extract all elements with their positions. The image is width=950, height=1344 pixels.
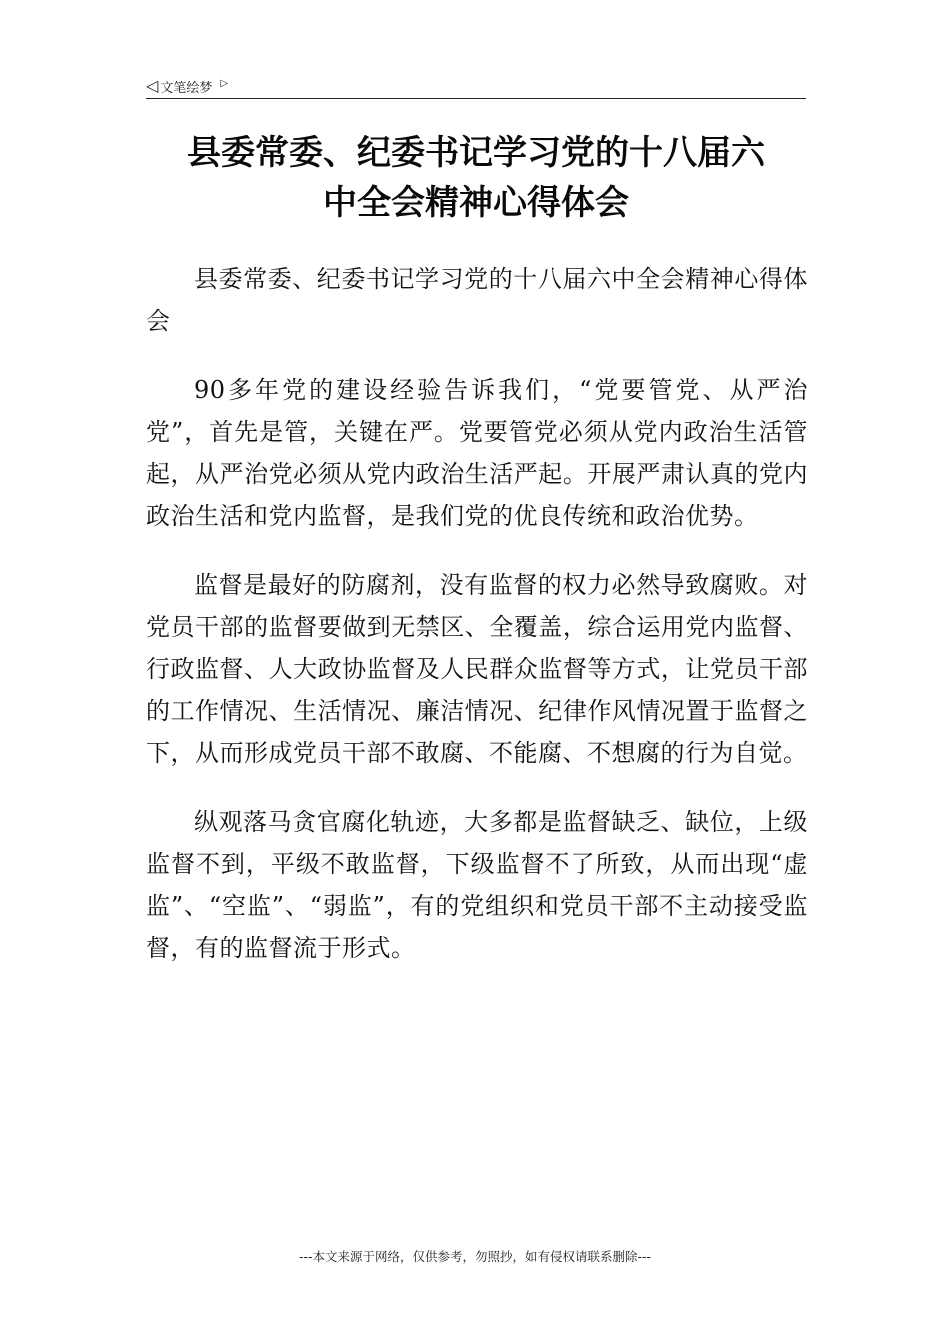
brand-label: 文笔绘梦 [160, 80, 213, 96]
document-body [146, 258, 808, 996]
triangle-right-icon: ▷ [220, 77, 229, 89]
footer-notice: ---本文来源于网络，仅供参考，勿照抄，如有侵权请联系删除--- [298, 1249, 652, 1264]
paragraph-2: 90多年党的建设经验告诉我们，“党要管党、从严治党”，首先是管，关键在严。党要管党必须从党内政治生活管起，从严治党必须从党内政治生活严起。开展严肃认真的党内政治生活和党内监督，是我们党的优良传统和政治优势。 [146, 376, 808, 530]
paragraph-4: 纵观落马贪官腐化轨迹，大多都是监督缺乏、缺位，上级监督不到，平级不敢监督，下级监督不了所致，从而出现“虚监”、“空监”、“弱监”，有的党组织和党员干部不主动接受监督，有的监督流于形式。 [146, 808, 808, 962]
title-line-2: 中全会精神心得体会 [323, 183, 629, 223]
document-title [120, 128, 832, 228]
page-header [146, 74, 806, 99]
triangle-left-icon: ◁ [146, 76, 159, 95]
title-line-1: 县委常委、纪委书记学习党的十八届六 [187, 133, 765, 173]
paragraph-1: 县委常委、纪委书记学习党的十八届六中全会精神心得体会 [146, 265, 808, 335]
paragraph-3: 监督是最好的防腐剂，没有监督的权力必然导致腐败。对党员干部的监督要做到无禁区、全覆盖，综合运用党内监督、行政监督、人大政协监督及人民群众监督等方式，让党员干部的工作情况、生活情况、廉洁情况、纪律作风情况置于监督之下，从而形成党员干部不敢腐、不能腐、不想腐的行为自觉。 [146, 571, 808, 767]
